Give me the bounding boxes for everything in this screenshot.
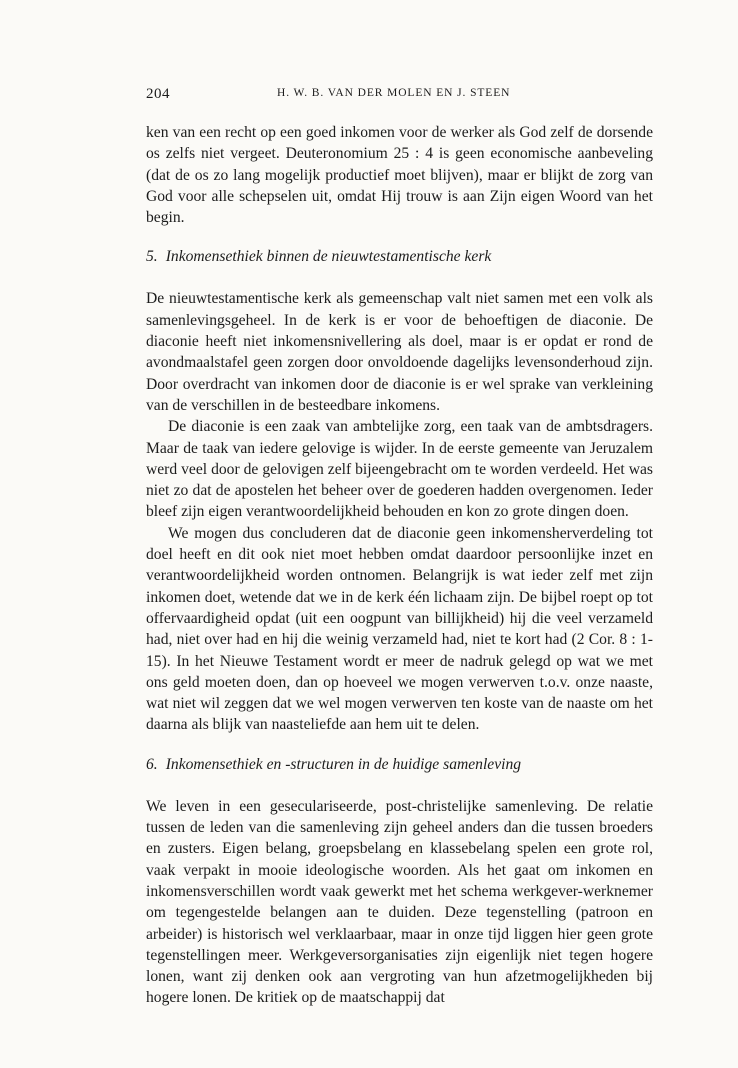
running-title: H. W. B. VAN DER MOLEN EN J. STEEN (277, 87, 511, 99)
section-6-number: 6. (146, 755, 158, 773)
section-5-title: Inkomensethiek binnen de nieuwtestamentische kerk (165, 248, 492, 266)
section-5-number: 5. (146, 248, 158, 266)
section-6-title: Inkomensethiek en -structuren in de huidige samenleving (165, 755, 522, 773)
section-5-paragraph: De diaconie is een zaak van ambtelijke zorg, een taak van de ambtsdragers. Maar de taak van iedere gelovige is wijder. In de eerste gemeente van Jeruzalem werd veel door de gelovigen zelf bijeengebracht om te worden verdeeld. Het was niet zo dat de apostelen het beheer over de goederen hadden overgenomen. Ieder bleef zijn eigen verantwoordelijkheid behouden en kon zo grote dingen doen. (146, 418, 653, 521)
section-5-paragraph: We mogen dus concluderen dat de diaconie geen inkomensherverdeling tot doel heeft en dit ook niet moet hebben omdat daardoor persoonlijke inzet en verantwoordelijkheid worden ontnomen. Belangrijk is wat ieder zelf met zijn inkomen doet, wetende dat we in de kerk één lichaam zijn. De bijbel roept op tot offervaardigheid opdat (uit een oogpunt van billijkheid) hij die veel verzameld had, niet over had en hij die weinig verzameld had, niet te kort had (2 Cor. 8 : 1-15). In het Nieuwe Testament wordt er meer de nadruk gelegd op wat we met ons geld moeten doen, dan op hoeveel we mogen verwerven t.o.v. onze naaste, wat niet wil zeggen dat we wel mogen verwerven ten koste van de naaste om het daarna als blijk van naasteliefde aan hem uit te delen. (146, 524, 653, 734)
section-6-heading (146, 754, 653, 775)
book-page (146, 86, 653, 1009)
section-6-paragraph: We leven in een geseculariseerde, post-christelijke samenleving. De relatie tussen de leden van die samenleving zijn geheel anders dan die tussen broeders en zusters. Eigen belang, groepsbelang en klassebelang spelen een grote rol, vaak verpakt in mooie ideologische woorden. Als het gaat om inkomen en inkomensverschillen wordt vaak gewerkt met het schema werkgever-werknemer om tegengestelde belangen aan te duiden. Deze tegenstelling (patroon en arbeider) is historisch wel verklaarbaar, maar in onze tijd liggen hier geen grote tegenstellingen meer. Werkgeversorganisaties zijn eigenlijk niet tegen hogere lonen, want zij denken ook aan vergroting van hun afzetmogelijkheden bij hogere lonen. De kritiek op de maatschappij dat (146, 797, 653, 1007)
article-body (146, 122, 653, 1009)
running-header (146, 86, 653, 108)
page-number: 204 (146, 86, 170, 102)
section-5-paragraph: De nieuwtestamentische kerk als gemeenschap valt niet samen met een volk als samenlevingsgeheel. In de kerk is er voor de behoeftigen de diaconie. De diaconie heeft niet inkomensnivellering als doel, maar is er opdat er rond de avondmaalstafel geen zorgen door onvoldoende dagelijks levensonderhoud zijn. Door overdracht van inkomen door de diaconie is er wel sprake van verkleining van de verschillen in de besteedbare inkomens. (146, 290, 653, 414)
section-5-heading (146, 246, 653, 267)
opening-paragraph: ken van een recht op een goed inkomen voor de werker als God zelf de dorsende os zelfs niet vergeet. Deuteronomium 25 : 4 is geen economische aanbeveling (dat de os zo lang mogelijk productief moet blijven), maar er blijkt de zorg van God voor alle schepselen uit, omdat Hij trouw is aan Zijn eigen Woord van het begin. (146, 124, 653, 227)
